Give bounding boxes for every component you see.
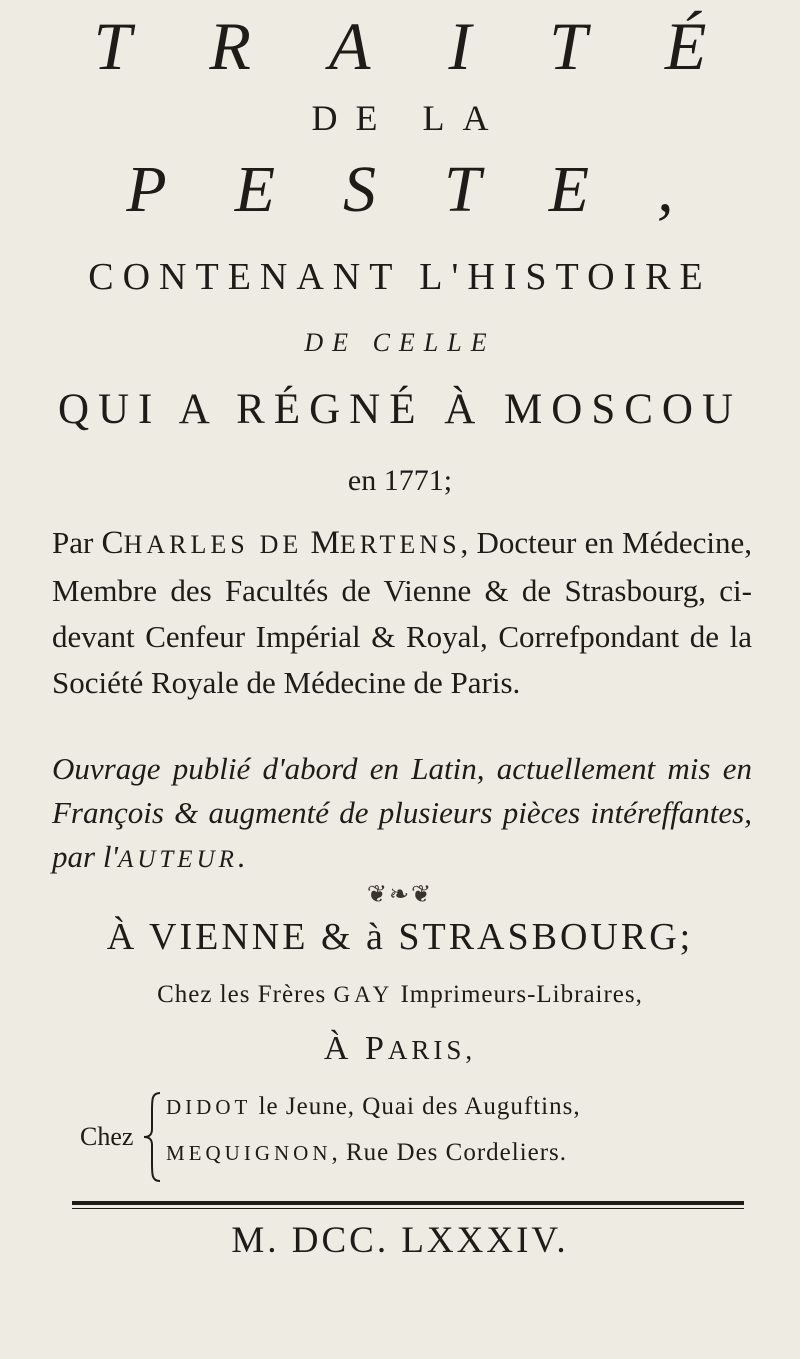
bookseller-didot [166, 1093, 581, 1121]
title-year: en 1771; [347, 464, 453, 497]
mequignon-address: , Rue Des Cordeliers. [331, 1139, 568, 1166]
title-de-la: DE LA [311, 98, 507, 138]
imprint-paris [0, 1032, 800, 1066]
author-description: , Docteur en Médecine, Membre des Facultés de Vienne & de Strasbourg, ci-devant Cenfeur Impérial & Royal, Correfpondant de la Société Royale de Médecine de Paris. [52, 525, 753, 700]
title-qui-a-regne: QUI A RÉGNÉ À MOSCOU [57, 386, 743, 433]
author-mertens-initial: M [310, 525, 340, 561]
title-contenant: CONTENANT L'HISTOIRE [88, 256, 712, 298]
brace-icon [142, 1091, 162, 1183]
title-peste: PESTE, [126, 153, 742, 226]
imprint-gay-name: GAY [333, 982, 394, 1007]
author-mertens-rest: ERTENS [339, 530, 461, 559]
publication-date: M. DCC. LXXXIV. [231, 1220, 569, 1261]
author-par: Par [52, 525, 94, 560]
imprint-gay-suffix: Imprimeurs-Libraires, [400, 981, 643, 1008]
title-traite: TRAITÉ [93, 8, 785, 84]
imprint-gay-prefix: Chez les Frères [157, 981, 327, 1008]
note-text: Ouvrage publié d'abord en Latin, actuellement mis en François & augmenté de plusieurs pièces intéreffantes, par l' [52, 751, 752, 874]
chez-label: Chez [80, 1122, 134, 1151]
thin-rule [72, 1208, 744, 1209]
didot-name: DIDOT [166, 1095, 252, 1119]
author-charles-rest: HARLES DE [123, 530, 303, 559]
title-de-celle: DE CELLE [304, 328, 496, 357]
mequignon-name: MEQUIGNON [166, 1141, 332, 1165]
imprint-paris-rest: ARIS, [387, 1035, 477, 1065]
translation-note [52, 747, 752, 882]
paris-booksellers [80, 1087, 780, 1197]
author-paragraph [52, 520, 752, 706]
bookseller-mequignon [166, 1139, 567, 1167]
note-auteur: AUTEUR [118, 846, 238, 873]
note-end: . [237, 839, 246, 874]
imprint-cities: À VIENNE & à STRASBOURG; [106, 916, 694, 958]
author-charles-initial: C [101, 525, 124, 561]
fleuron-ornament: ❦❧❦ [366, 882, 434, 908]
imprint-gay [0, 982, 800, 1007]
imprint-paris-initial: P [364, 1030, 388, 1067]
didot-address: le Jeune, Quai des Auguftins, [258, 1093, 581, 1120]
imprint-paris-prefix: À [323, 1030, 353, 1067]
thick-rule [72, 1201, 744, 1205]
